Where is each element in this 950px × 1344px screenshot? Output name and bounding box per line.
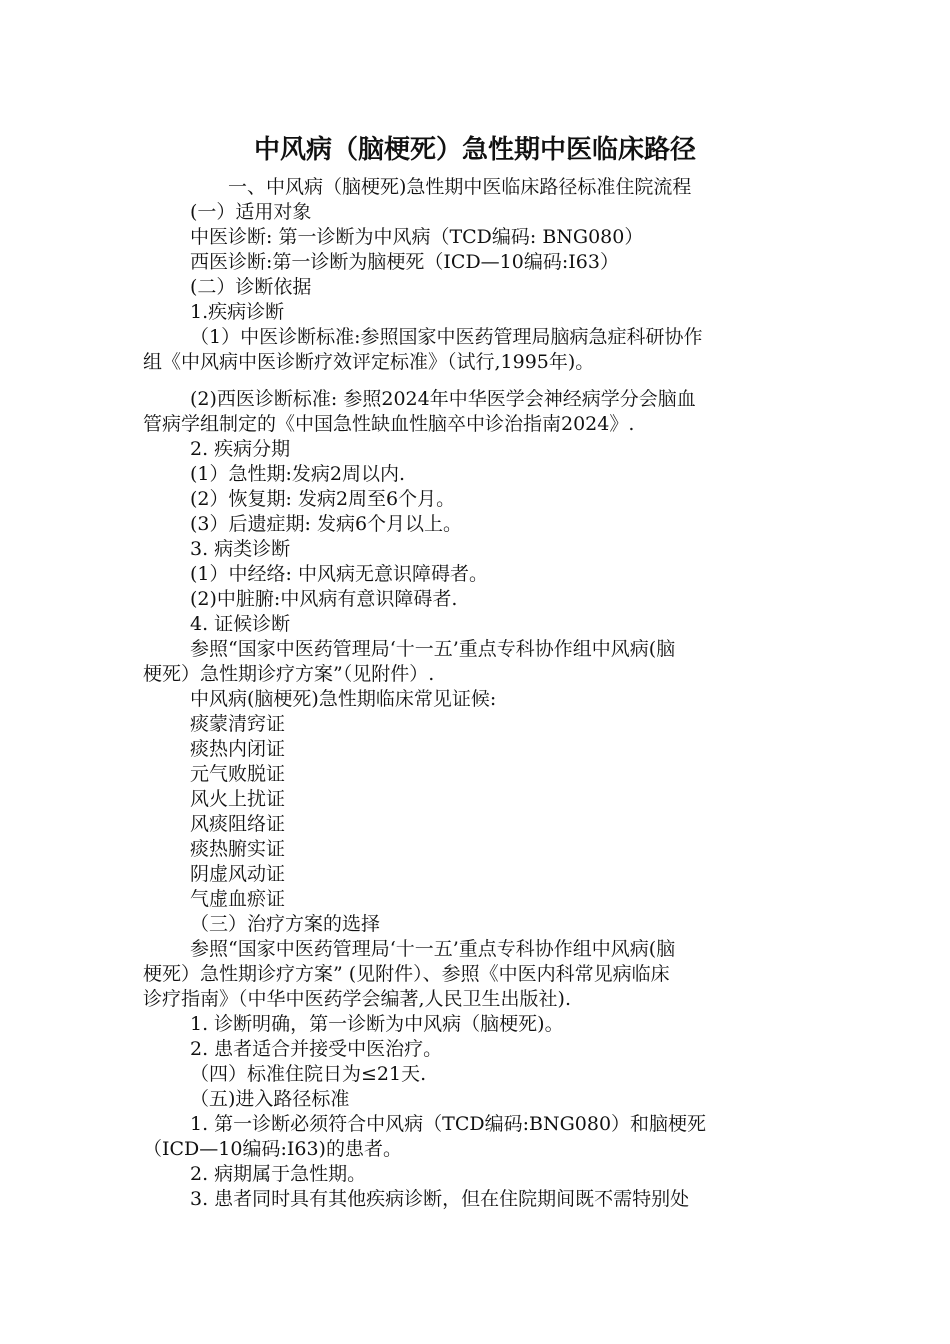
text-line: (3）后遗症期: 发病6个月以上。 bbox=[190, 513, 463, 535]
text-line: (1）中经络: 中风病无意识障碍者。 bbox=[190, 563, 488, 585]
text-line: 3. 病类诊断 bbox=[190, 538, 291, 560]
text-line: 诊疗指南》（中华中医药学会编著,人民卫生出版社). bbox=[143, 988, 571, 1010]
syndrome-item: 气虚血瘀证 bbox=[190, 888, 286, 910]
subsection-heading: （三）治疗方案的选择 bbox=[190, 913, 381, 935]
text-line: 中风病(脑梗死)急性期临床常见证候: bbox=[190, 688, 497, 710]
syndrome-item: 风火上扰证 bbox=[190, 788, 286, 810]
text-line: 中医诊断: 第一诊断为中风病（TCD编码: BNG080） bbox=[190, 226, 644, 248]
text-line: 管病学组制定的《中国急性缺血性脑卒中诊治指南2024》. bbox=[143, 413, 635, 435]
text-line: （ICD—10编码:I63)的患者。 bbox=[143, 1138, 402, 1160]
subsection-heading: (一）适用对象 bbox=[190, 201, 312, 223]
text-line: 4. 证候诊断 bbox=[190, 613, 291, 635]
syndrome-item: 风痰阻络证 bbox=[190, 813, 286, 835]
text-line: （1）中医诊断标准:参照国家中医药管理局脑病急症科研协作 bbox=[190, 326, 703, 348]
text-line: (2)中脏腑:中风病有意识障碍者. bbox=[190, 588, 458, 610]
document-title: 中风病（脑梗死）急性期中医临床路径 bbox=[253, 135, 696, 165]
syndrome-item: 元气败脱证 bbox=[190, 763, 286, 785]
text-line: 2. 患者适合并接受中医治疗。 bbox=[190, 1038, 443, 1060]
text-line: 参照“国家中医药管理局‘十一五’重点专科协作组中风病(脑 bbox=[190, 938, 676, 960]
section-heading: 一、中风病（脑梗死)急性期中医临床路径标准住院流程 bbox=[228, 176, 692, 198]
text-line: 1. 诊断明确，第一诊断为中风病（脑梗死)。 bbox=[190, 1013, 564, 1035]
text-line: 2. 疾病分期 bbox=[190, 438, 291, 460]
text-line: 3. 患者同时具有其他疾病诊断，但在住院期间既不需特别处 bbox=[190, 1188, 690, 1210]
text-line: (2）恢复期: 发病2周至6个月。 bbox=[190, 488, 456, 510]
syndrome-item: 痰蒙清窍证 bbox=[190, 713, 286, 735]
text-line: (1）急性期:发病2周以内. bbox=[190, 463, 406, 485]
text-line: 参照“国家中医药管理局‘十一五’重点专科协作组中风病(脑 bbox=[190, 638, 676, 660]
text-line: 组《中风病中医诊断疗效评定标准》（试行,1995年)。 bbox=[143, 351, 595, 373]
syndrome-item: 痰热腑实证 bbox=[190, 838, 286, 860]
subsection-heading: （五)进入路径标准 bbox=[190, 1088, 350, 1110]
text-line: 1.疾病诊断 bbox=[190, 301, 285, 323]
text-line: (2)西医诊断标准: 参照2024年中华医学会神经病学分会脑血 bbox=[190, 388, 696, 410]
text-line: 1. 第一诊断必须符合中风病（TCD编码:BNG080）和脑梗死 bbox=[190, 1113, 707, 1135]
subsection-heading: （四）标准住院日为≤21天. bbox=[190, 1063, 427, 1085]
subsection-heading: (二）诊断依据 bbox=[190, 276, 312, 298]
text-line: 西医诊断:第一诊断为脑梗死（ICD—10编码:I63） bbox=[190, 251, 619, 273]
syndrome-item: 痰热内闭证 bbox=[190, 738, 286, 760]
text-line: 梗死）急性期诊疗方案” (见附件）、参照《中医内科常见病临床 bbox=[143, 963, 670, 985]
text-line: 2. 病期属于急性期。 bbox=[190, 1163, 367, 1185]
syndrome-item: 阴虚风动证 bbox=[190, 863, 286, 885]
text-line: 梗死）急性期诊疗方案”（见附件）. bbox=[143, 663, 435, 685]
